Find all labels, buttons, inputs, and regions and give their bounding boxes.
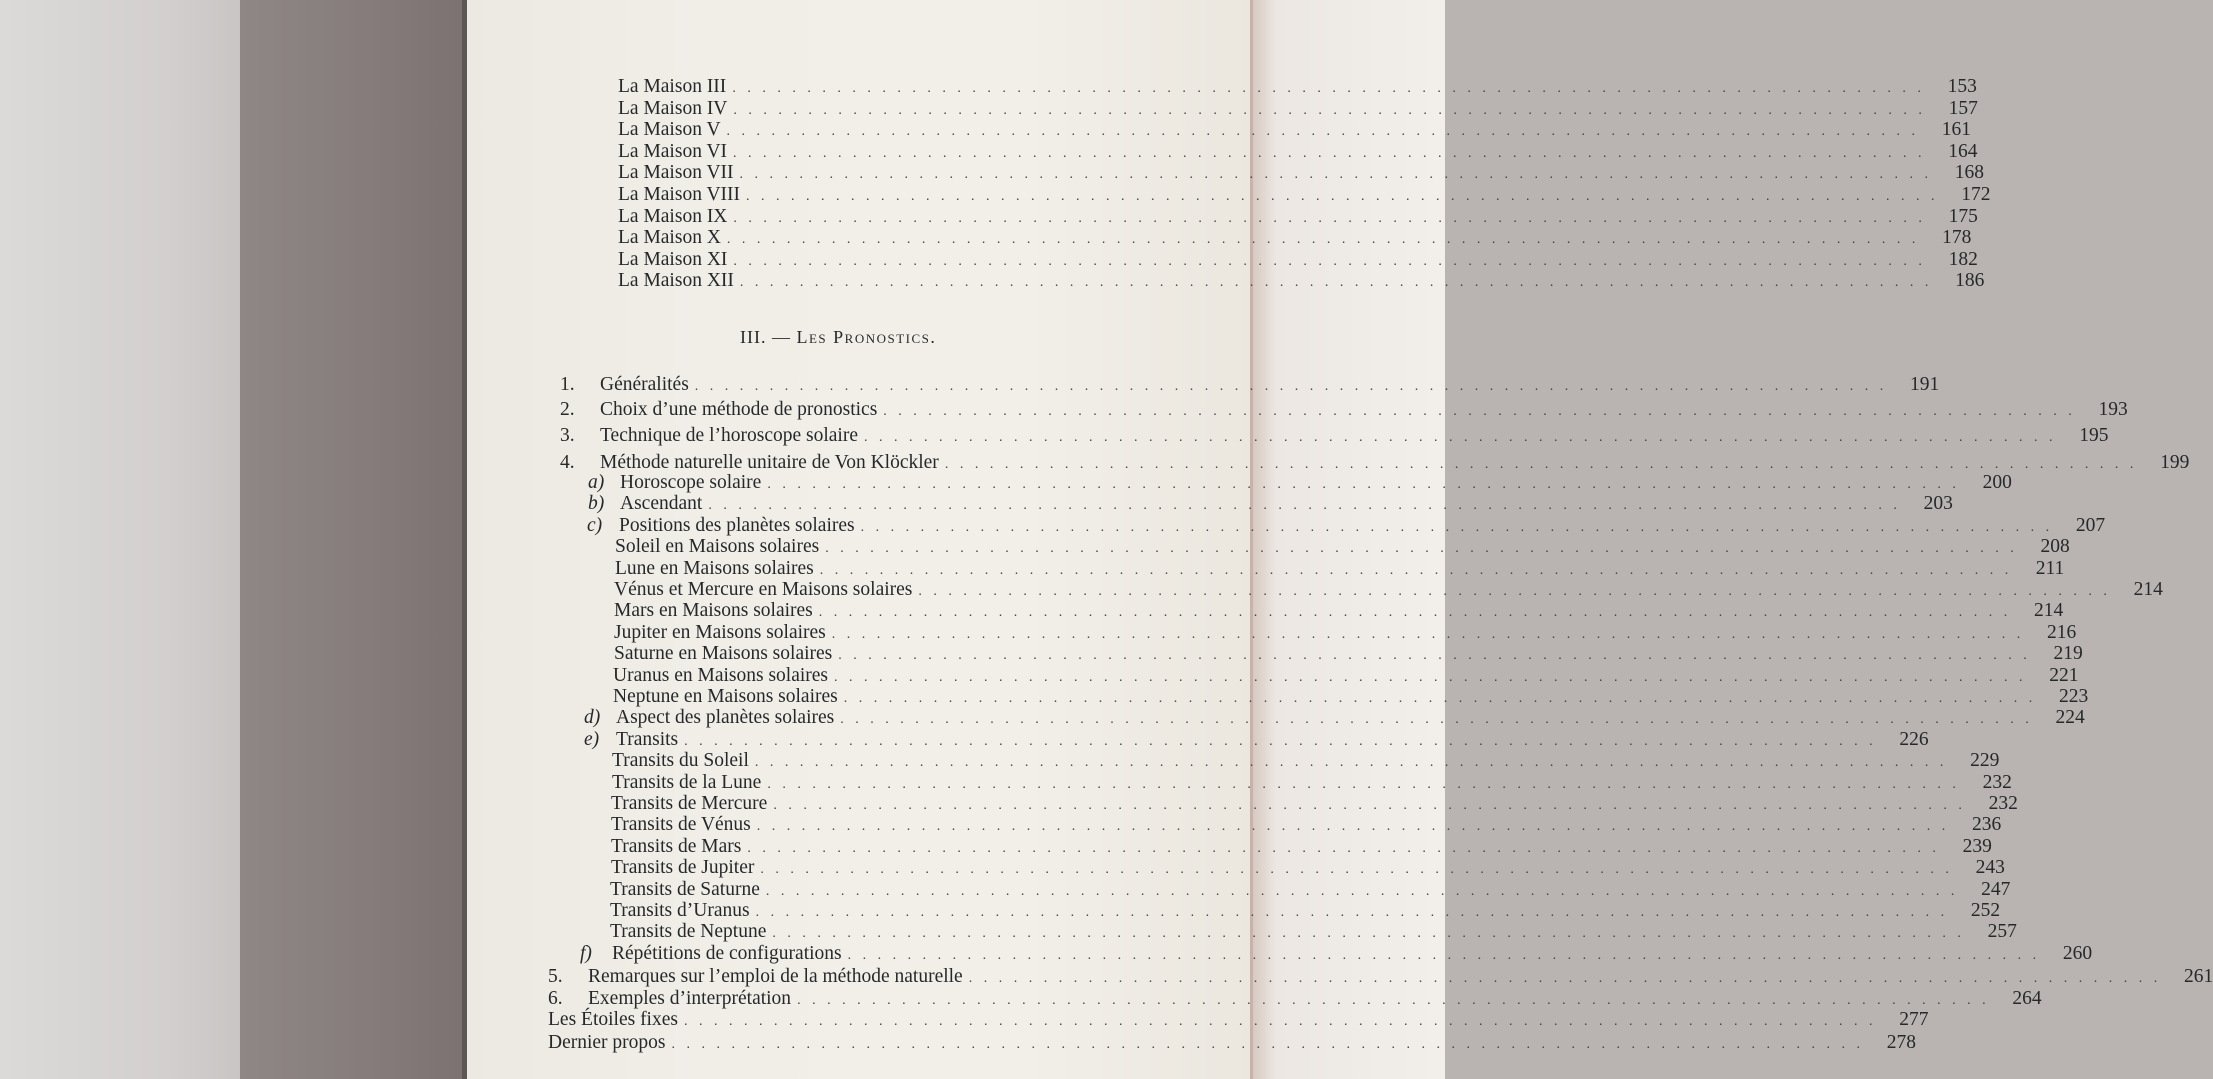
entry-title: Transits de Neptune <box>610 921 767 943</box>
toc-row <box>548 987 2042 1012</box>
dot-leader: . . . . . . . . . . . . . . . . . . . . . . . . . . . . . . . . . . . . . . . . . . . . . . . . . . . . . . . . . . . . . . . . . . . . . . . . . . . . . . . . <box>767 477 1960 492</box>
entry-title: La Maison III <box>618 76 727 97</box>
entry-title: La Maison VI <box>618 140 728 162</box>
toc-row <box>614 600 2064 624</box>
page-number: 153 <box>1947 76 1977 97</box>
dot-leader: . . . . . . . . . . . . . . . . . . . . . . . . . . . . . . . . . . . . . . . . . . . . . . . . . . . . . . . . . . . . . . . . . . . . . . . . . . . . . . . . <box>843 691 2037 706</box>
entry-number: 3. <box>560 425 575 446</box>
entry-title: Transits de la Lune <box>612 771 762 793</box>
dot-leader: . . . . . . . . . . . . . . . . . . . . . . . . . . . . . . . . . . . . . . . . . . . . . . . . . . . . . . . . . . . . . . . . . . . . . . . . . . . . . . . . <box>732 81 1925 96</box>
dot-leader: . . . . . . . . . . . . . . . . . . . . . . . . . . . . . . . . . . . . . . . . . . . . . . . . . . . . . . . . . . . . . . . . . . . . . . . . . . . . . . . . <box>847 947 2041 963</box>
entry-title: Vénus et Mercure en Maisons solaires <box>614 579 913 600</box>
entry-letter: d) <box>584 707 601 729</box>
entry-title: Aspect des planètes solaires <box>616 707 835 729</box>
entry-letter: c) <box>587 514 603 536</box>
toc-row <box>613 686 2089 710</box>
page-number: 223 <box>2059 686 2089 707</box>
dot-leader: . . . . . . . . . . . . . . . . . . . . . . . . . . . . . . . . . . . . . . . . . . . . . . . . . . . . . . . . . . . . . . . . . . . . . . . . . . . . . . . . <box>754 755 1948 771</box>
page-number: 182 <box>1948 248 1978 270</box>
entry-title: Jupiter en Maisons solaires <box>614 621 826 643</box>
dot-leader: . . . . . . . . . . . . . . . . . . . . . . . . . . . . . . . . . . . . . . . . . . . . . . . . . . . . . . . . . . . . . . . . . . . . . . . . . . . . . . . . <box>944 457 2138 472</box>
dot-leader: . . . . . . . . . . . . . . . . . . . . . . . . . . . . . . . . . . . . . . . . . . . . . . . . . . . . . . . . . . . . . . . . . . . . . . . . . . . . . . . . <box>739 275 1933 291</box>
entry-title: Soleil en Maisons solaires <box>615 536 820 558</box>
dot-leader: . . . . . . . . . . . . . . . . . . . . . . . . . . . . . . . . . . . . . . . . . . . . . . . . . . . . . . . . . . . . . . . . . . . . . . . . . . . . . . . . <box>684 733 1877 749</box>
dot-leader: . . . . . . . . . . . . . . . . . . . . . . . . . . . . . . . . . . . . . . . . . . . . . . . . . . . . . . . . . . . . . . . . . . . . . . . . . . . . . . . . <box>883 404 2076 419</box>
page-number: 191 <box>1910 374 1940 395</box>
entry-letter: a) <box>588 472 605 493</box>
page-number: 219 <box>2053 643 2083 665</box>
toc-row <box>618 119 1972 143</box>
page-number: 257 <box>1987 921 2017 943</box>
entry-title: La Maison XII <box>618 270 734 292</box>
entry-number: 5. <box>548 966 563 988</box>
dot-leader: . . . . . . . . . . . . . . . . . . . . . . . . . . . . . . . . . . . . . . . . . . . . . . . . . . . . . . . . . . . . . . . . . . . . . . . . . . . . . . . . <box>733 210 1926 226</box>
toc-row <box>611 814 2002 838</box>
entry-number: 6. <box>548 987 563 1009</box>
dot-leader: . . . . . . . . . . . . . . . . . . . . . . . . . . . . . . . . . . . . . . . . . . . . . . . . . . . . . . . . . . . . . . . . . . . . . . . . . . . . . . . . <box>708 498 1901 514</box>
entry-title: Exemples d’interprétation <box>588 987 792 1009</box>
dot-leader: . . . . . . . . . . . . . . . . . . . . . . . . . . . . . . . . . . . . . . . . . . . . . . . . . . . . . . . . . . . . . . . . . . . . . . . . . . . . . . . . <box>726 232 1920 248</box>
page-number: 232 <box>1982 771 2012 793</box>
section-title: Les Pronostics. <box>796 327 937 347</box>
page-number: 252 <box>1970 900 2001 921</box>
background-left <box>0 0 240 1079</box>
entry-title: Méthode naturelle unitaire de Von Klöckler <box>600 452 939 473</box>
toc-row <box>610 921 2017 945</box>
toc-row <box>580 942 2093 967</box>
entry-title: Neptune en Maisons solaires <box>613 686 838 707</box>
page-number: 168 <box>1954 162 1985 184</box>
dot-leader: . . . . . . . . . . . . . . . . . . . . . . . . . . . . . . . . . . . . . . . . . . . . . . . . . . . . . . . . . . . . . . . . . . . . . . . . . . . . . . . . <box>825 541 2018 557</box>
toc-row <box>560 374 1940 398</box>
toc-row <box>614 579 2163 603</box>
page-number: 207 <box>2075 514 2106 536</box>
entry-title: Transits <box>616 728 679 750</box>
entry-number: 1. <box>560 374 575 395</box>
entry-title: Uranus en Maisons solaires <box>613 664 829 686</box>
entry-title: Transits de Jupiter <box>611 857 755 879</box>
toc-row <box>611 835 1992 860</box>
toc-row <box>588 472 2012 496</box>
section-heading <box>740 327 1030 348</box>
entry-number: 4. <box>560 452 575 473</box>
entry-title: La Maison VII <box>618 162 734 184</box>
dot-leader: . . . . . . . . . . . . . . . . . . . . . . . . . . . . . . . . . . . . . . . . . . . . . . . . . . . . . . . . . . . . . . . . . . . . . . . . . . . . . . . . <box>756 819 1950 835</box>
page-number: 175 <box>1948 205 1978 227</box>
dot-leader: . . . . . . . . . . . . . . . . . . . . . . . . . . . . . . . . . . . . . . . . . . . . . . . . . . . . . . . . . . . . . . . . . . . . . . . . . . . . . . . . <box>819 562 2013 578</box>
entry-title: Les Étoiles fixes <box>548 1009 678 1030</box>
toc-row <box>612 771 2012 796</box>
dot-leader: . . . . . . . . . . . . . . . . . . . . . . . . . . . . . . . . . . . . . . . . . . . . . . . . . . . . . . . . . . . . . . . . . . . . . . . . . . . . . . . . <box>834 669 2027 685</box>
entry-title: Transits de Mars <box>611 835 742 857</box>
toc-row <box>548 966 2213 990</box>
page-number: 260 <box>2062 942 2093 964</box>
entry-title: La Maison X <box>618 227 721 249</box>
page-number: 247 <box>1981 878 2011 900</box>
toc-row <box>588 493 1953 517</box>
page-number: 195 <box>2079 425 2109 446</box>
dot-leader: . . . . . . . . . . . . . . . . . . . . . . . . . . . . . . . . . . . . . . . . . . . . . . . . . . . . . . . . . . . . . . . . . . . . . . . . . . . . . . . . <box>765 883 1959 899</box>
toc-row <box>618 248 1978 273</box>
dot-leader: . . . . . . . . . . . . . . . . . . . . . . . . . . . . . . . . . . . . . . . . . . . . . . . . . . . . . . . . . . . . . . . . . . . . . . . . . . . . . . . . <box>772 926 1965 942</box>
entry-title: Répétitions de configurations <box>612 942 842 964</box>
page-number: 211 <box>2035 557 2065 579</box>
page-number: 178 <box>1942 227 1972 249</box>
entry-title: Transits de Mercure <box>611 793 768 814</box>
page-number: 236 <box>1972 814 2002 836</box>
entry-letter: e) <box>584 728 600 750</box>
toc-row <box>618 97 1978 122</box>
toc-row <box>548 1032 1917 1056</box>
dot-leader: . . . . . . . . . . . . . . . . . . . . . . . . . . . . . . . . . . . . . . . . . . . . . . . . . . . . . . . . . . . . . . . . . . . . . . . . . . . . . . . . <box>797 992 1990 1008</box>
dot-leader: . . . . . . . . . . . . . . . . . . . . . . . . . . . . . . . . . . . . . . . . . . . . . . . . . . . . . . . . . . . . . . . . . . . . . . . . . . . . . . . . <box>671 1037 1865 1052</box>
dot-leader: . . . . . . . . . . . . . . . . . . . . . . . . . . . . . . . . . . . . . . . . . . . . . . . . . . . . . . . . . . . . . . . . . . . . . . . . . . . . . . . . <box>860 519 2054 535</box>
dot-leader: . . . . . . . . . . . . . . . . . . . . . . . . . . . . . . . . . . . . . . . . . . . . . . . . . . . . . . . . . . . . . . . . . . . . . . . . . . . . . . . . <box>838 648 2031 664</box>
entry-title: La Maison IV <box>618 97 728 119</box>
entry-title: Transits de Saturne <box>610 878 760 900</box>
page-number: 216 <box>2047 621 2077 643</box>
entry-title: La Maison VIII <box>618 184 741 205</box>
toc-row <box>614 643 2083 667</box>
page-number: 264 <box>2012 987 2042 1009</box>
page-number: 203 <box>1923 493 1953 515</box>
toc-row <box>610 900 2001 924</box>
page-number: 186 <box>1955 270 1985 292</box>
page-number: 277 <box>1899 1009 1929 1030</box>
toc-row <box>618 227 1972 251</box>
dot-leader: . . . . . . . . . . . . . . . . . . . . . . . . . . . . . . . . . . . . . . . . . . . . . . . . . . . . . . . . . . . . . . . . . . . . . . . . . . . . . . . . <box>733 145 1926 161</box>
dot-leader: . . . . . . . . . . . . . . . . . . . . . . . . . . . . . . . . . . . . . . . . . . . . . . . . . . . . . . . . . . . . . . . . . . . . . . . . . . . . . . . . <box>918 584 2111 599</box>
entry-title: Positions des planètes solaires <box>619 514 855 536</box>
toc-row <box>610 878 2011 903</box>
page-number: 214 <box>2133 579 2163 600</box>
dot-leader: . . . . . . . . . . . . . . . . . . . . . . . . . . . . . . . . . . . . . . . . . . . . . . . . . . . . . . . . . . . . . . . . . . . . . . . . . . . . . . . . <box>747 840 1940 856</box>
dot-leader: . . . . . . . . . . . . . . . . . . . . . . . . . . . . . . . . . . . . . . . . . . . . . . . . . . . . . . . . . . . . . . . . . . . . . . . . . . . . . . . . <box>733 102 1926 118</box>
entry-title: Ascendant <box>620 493 703 515</box>
toc-row <box>618 270 1985 294</box>
dot-leader: . . . . . . . . . . . . . . . . . . . . . . . . . . . . . . . . . . . . . . . . . . . . . . . . . . . . . . . . . . . . . . . . . . . . . . . . . . . . . . . . <box>864 430 2057 445</box>
page-number: 157 <box>1948 97 1978 119</box>
page-number: 221 <box>2049 664 2079 686</box>
entry-letter: f) <box>580 942 592 964</box>
toc-row <box>618 76 1977 100</box>
toc-row <box>548 1009 1929 1033</box>
entry-title: Remarques sur l’emploi de la méthode naturelle <box>588 966 963 988</box>
entry-number: 2. <box>560 399 575 420</box>
dot-leader: . . . . . . . . . . . . . . . . . . . . . . . . . . . . . . . . . . . . . . . . . . . . . . . . . . . . . . . . . . . . . . . . . . . . . . . . . . . . . . . . <box>683 1014 1877 1029</box>
entry-title: Généralités <box>600 374 689 395</box>
toc-row <box>560 425 2109 449</box>
entry-title: La Maison IX <box>618 205 728 227</box>
page-number: 226 <box>1899 728 1929 750</box>
dot-leader: . . . . . . . . . . . . . . . . . . . . . . . . . . . . . . . . . . . . . . . . . . . . . . . . . . . . . . . . . . . . . . . . . . . . . . . . . . . . . . . . <box>968 971 2162 987</box>
toc-row <box>618 184 1991 208</box>
toc-row <box>612 750 2000 774</box>
toc-row <box>584 728 1929 753</box>
toc-row <box>613 664 2079 689</box>
toc-row <box>611 857 2005 881</box>
page-number: 172 <box>1961 184 1991 205</box>
section-number: III. — <box>740 327 791 347</box>
toc-row <box>611 793 2018 817</box>
toc-row <box>560 399 2128 423</box>
page-number: 199 <box>2160 452 2190 473</box>
page-number: 161 <box>1941 119 1972 141</box>
dot-leader: . . . . . . . . . . . . . . . . . . . . . . . . . . . . . . . . . . . . . . . . . . . . . . . . . . . . . . . . . . . . . . . . . . . . . . . . . . . . . . . . <box>831 626 2025 642</box>
entry-title: Choix d’une méthode de pronostics <box>600 399 878 420</box>
background-shadow <box>240 0 470 1079</box>
dot-leader: . . . . . . . . . . . . . . . . . . . . . . . . . . . . . . . . . . . . . . . . . . . . . . . . . . . . . . . . . . . . . . . . . . . . . . . . . . . . . . . . <box>840 712 2033 728</box>
page-number: 200 <box>1982 472 2012 493</box>
page-number: 193 <box>2098 399 2128 420</box>
dot-leader: . . . . . . . . . . . . . . . . . . . . . . . . . . . . . . . . . . . . . . . . . . . . . . . . . . . . . . . . . . . . . . . . . . . . . . . . . . . . . . . . <box>755 905 1949 920</box>
entry-title: Mars en Maisons solaires <box>614 600 813 622</box>
entry-letter: b) <box>588 493 605 515</box>
entry-title: La Maison V <box>618 119 721 141</box>
toc-row <box>587 514 2106 539</box>
toc-row <box>618 205 1978 230</box>
dot-leader: . . . . . . . . . . . . . . . . . . . . . . . . . . . . . . . . . . . . . . . . . . . . . . . . . . . . . . . . . . . . . . . . . . . . . . . . . . . . . . . . <box>739 167 1933 183</box>
page-number: 278 <box>1886 1032 1917 1053</box>
entry-title: Horoscope solaire <box>620 472 762 493</box>
page-number: 164 <box>1948 140 1978 162</box>
toc-row <box>614 621 2077 646</box>
toc-row <box>615 536 2070 560</box>
toc-row <box>618 140 1978 165</box>
dot-leader: . . . . . . . . . . . . . . . . . . . . . . . . . . . . . . . . . . . . . . . . . . . . . . . . . . . . . . . . . . . . . . . . . . . . . . . . . . . . . . . . <box>746 189 1939 204</box>
page-number: 232 <box>1988 793 2018 814</box>
page-number: 224 <box>2055 707 2085 729</box>
dot-leader: . . . . . . . . . . . . . . . . . . . . . . . . . . . . . . . . . . . . . . . . . . . . . . . . . . . . . . . . . . . . . . . . . . . . . . . . . . . . . . . . <box>726 124 1920 140</box>
dot-leader: . . . . . . . . . . . . . . . . . . . . . . . . . . . . . . . . . . . . . . . . . . . . . . . . . . . . . . . . . . . . . . . . . . . . . . . . . . . . . . . . <box>818 605 2012 621</box>
entry-title: Lune en Maisons solaires <box>615 557 814 579</box>
page-number: 208 <box>2040 536 2070 558</box>
entry-title: Transits du Soleil <box>612 750 749 772</box>
dot-leader: . . . . . . . . . . . . . . . . . . . . . . . . . . . . . . . . . . . . . . . . . . . . . . . . . . . . . . . . . . . . . . . . . . . . . . . . . . . . . . . . <box>760 862 1953 878</box>
page-number: 243 <box>1975 857 2005 879</box>
page-number: 214 <box>2034 600 2064 622</box>
page-number: 229 <box>1970 750 2000 772</box>
dot-leader: . . . . . . . . . . . . . . . . . . . . . . . . . . . . . . . . . . . . . . . . . . . . . . . . . . . . . . . . . . . . . . . . . . . . . . . . . . . . . . . . <box>767 776 1960 792</box>
dot-leader: . . . . . . . . . . . . . . . . . . . . . . . . . . . . . . . . . . . . . . . . . . . . . . . . . . . . . . . . . . . . . . . . . . . . . . . . . . . . . . . . <box>694 379 1888 394</box>
dot-leader: . . . . . . . . . . . . . . . . . . . . . . . . . . . . . . . . . . . . . . . . . . . . . . . . . . . . . . . . . . . . . . . . . . . . . . . . . . . . . . . . <box>733 253 1926 269</box>
page-number: 261 <box>2183 966 2213 988</box>
toc-row <box>618 162 1985 186</box>
entry-title: Transits d’Uranus <box>610 900 750 921</box>
page-number: 239 <box>1962 835 1992 857</box>
toc-row <box>615 557 2065 582</box>
entry-title: Dernier propos <box>548 1032 666 1053</box>
entry-title: Technique de l’horoscope solaire <box>600 425 858 446</box>
entry-title: La Maison XI <box>618 248 728 270</box>
entry-title: Saturne en Maisons solaires <box>614 643 833 665</box>
toc-row <box>584 707 2085 731</box>
entry-title: Transits de Vénus <box>611 814 751 836</box>
dot-leader: . . . . . . . . . . . . . . . . . . . . . . . . . . . . . . . . . . . . . . . . . . . . . . . . . . . . . . . . . . . . . . . . . . . . . . . . . . . . . . . . <box>773 798 1966 813</box>
